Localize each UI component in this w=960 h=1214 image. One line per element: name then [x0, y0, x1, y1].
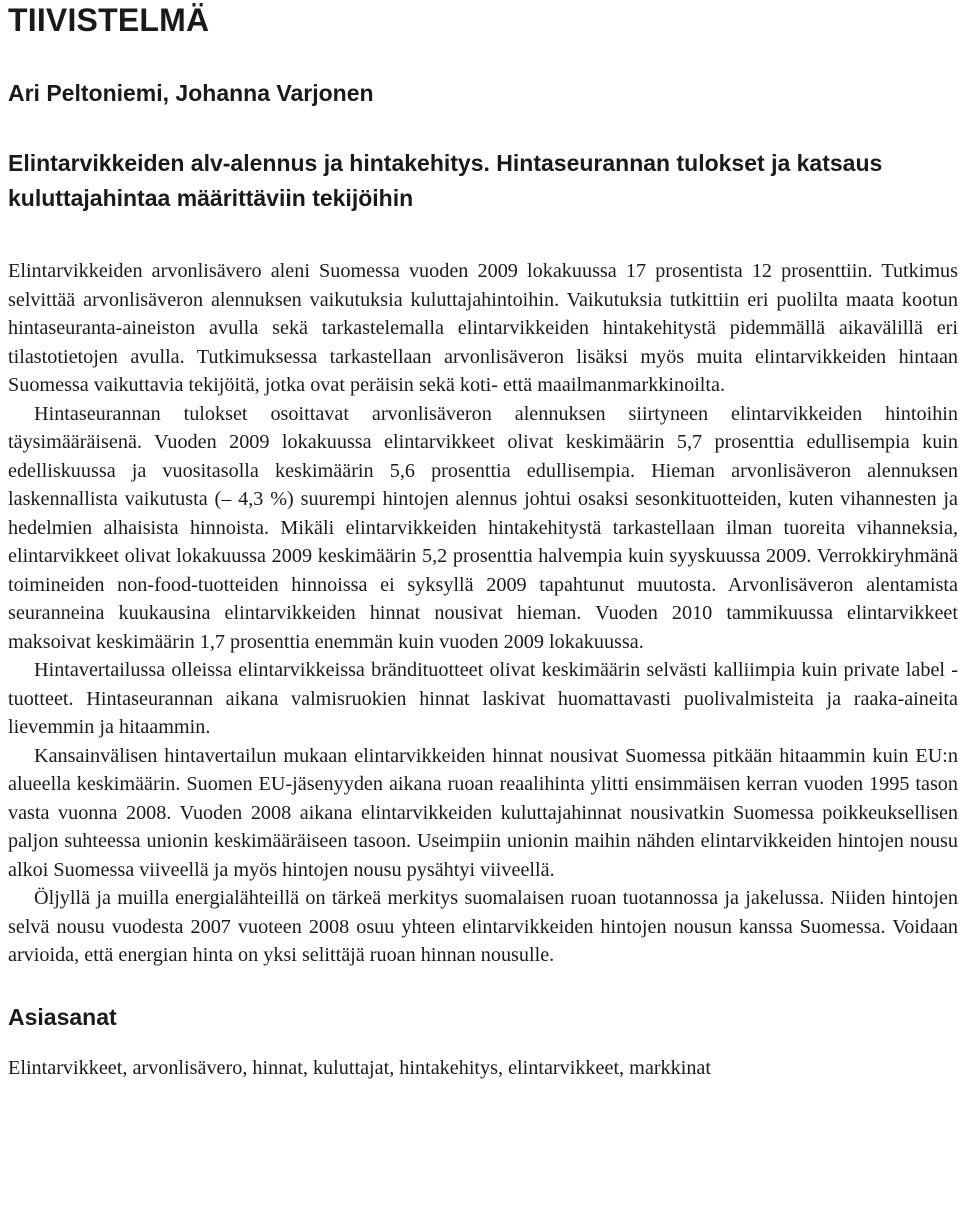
report-title: Elintarvikkeiden alv-alennus ja hintakehitys. Hintaseurannan tulokset ja katsaus kuluttajahintaa määrittäviin tekijöihin — [8, 150, 883, 211]
abstract-body — [8, 257, 958, 970]
keywords-list: Elintarvikkeet, arvonlisävero, hinnat, kuluttajat, hintakehitys, elintarvikkeet, markkinat — [8, 1056, 711, 1079]
abstract-paragraph: Öljyllä ja muilla energialähteillä on tärkeä merkitys suomalaisen ruoan tuotannossa ja jakelussa. Niiden hintojen selvä nousu vuodesta 2007 vuoteen 2008 osuu yhteen elintarvikkeiden hintojen nousun kanssa Suomessa. Voidaan arvioida, että energian hinta on yksi selittäjä ruoan hinnan nousulle. — [8, 887, 958, 966]
abstract-paragraph: Kansainvälisen hintavertailun mukaan elintarvikkeiden hinnat nousivat Suomessa pitkään hitaammin kuin EU:n alueella keskimäärin. Suomen EU-jäsenyyden aikana ruoan reaalihinta ylitti ensimmäisen kerran vuoden 1995 tason vasta vuonna 2008. Vuoden 2008 aikana elintarvikkeiden kuluttajahinnat nousivatkin Suomessa poikkeuksellisen paljon suhteessa unionin keskimääräiseen tasoon. Useimpiin unionin maihin nähden elintarvikkeiden hintojen nousu alkoi Suomessa viiveellä ja myös hintojen nousu pysähtyi viiveellä. — [8, 744, 958, 881]
abstract-paragraph: Elintarvikkeiden arvonlisävero aleni Suomessa vuoden 2009 lokakuussa 17 prosentista 12 prosenttiin. Tutkimus selvittää arvonlisäveron alennuksen vaikutuksia kuluttajahintoihin. Vaikutuksia tutkittiin eri puolilta maata kootun hintaseuranta-aineiston avulla sekä tarkastelemalla elintarvikkeiden hintakehitystä pidemmällä aikavälillä eri tilastotietojen avulla. Tutkimuksessa tarkastellaan arvonlisäveron lisäksi myös muita elintarvikkeiden hintaan Suomessa vaikuttavia tekijöitä, jotka ovat peräisin sekä koti- että maailmanmarkkinoilta. — [8, 260, 958, 396]
keywords-heading: Asiasanat — [8, 1003, 117, 1030]
authors: Ari Peltoniemi, Johanna Varjonen — [8, 80, 374, 106]
abstract-paragraph: Hintaseurannan tulokset osoittavat arvonlisäveron alennuksen siirtyneen elintarvikkeiden hintoihin täysimääräisenä. Vuoden 2009 lokakuussa elintarvikkeet olivat keskimäärin 5,7 prosenttia edullisempia kuin edelliskuussa ja vuositasolla keskimäärin 5,6 prosenttia edullisempia. Hieman arvonlisäveron alennuksen laskennallista vaikutusta (– 4,3 %) suurempi hintojen alennus johtui osaksi sesonkituotteiden, kuten vihannesten ja hedelmien alhaisista hinnoista. Mikäli elintarvikkeiden hintakehitystä tarkastellaan ilman tuoreita vihanneksia, elintarvikkeet olivat lokakuussa 2009 keskimäärin 5,2 prosenttia halvempia kuin syyskuussa 2009. Verrokkiryhmänä toimineiden non-food-tuotteiden hinnoissa ei syksyllä 2009 tapahtunut muutosta. Arvonlisäveron alentamista seuranneina kuukausina elintarvikkeiden hinnat nousivat hieman. Vuoden 2010 tammikuussa elintarvikkeet maksoivat keskimäärin 1,7 prosenttia enemmän kuin vuoden 2009 lokakuussa. — [8, 402, 958, 653]
page-title: TIIVISTELMÄ — [8, 2, 210, 38]
abstract-paragraph: Hintavertailussa olleissa elintarvikkeissa brändituotteet olivat keskimäärin selvästi kalliimpia kuin private label -tuotteet. Hintaseurannan aikana valmisruokien hinnat laskivat huomattavasti puolivalmisteita ja raaka-aineita lievemmin ja hitaammin. — [8, 659, 958, 738]
